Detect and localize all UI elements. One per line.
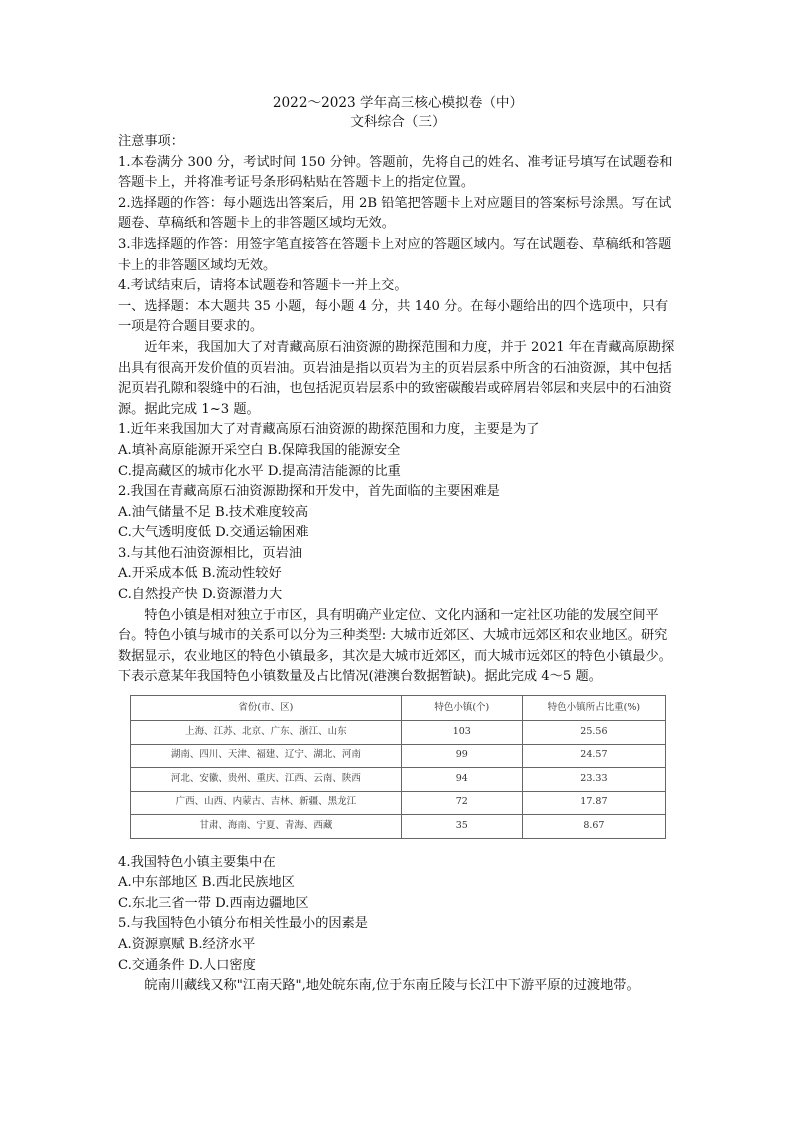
passage-featured-towns: 特色小镇是相对独立于市区，具有明确产业定位、文化内涵和一定社区功能的发展空间平台。特色小镇与城市的关系可以分为三种类型: 大城市近郊区、大城市远郊区和农业地区。研究数据显示，农业地区的特色小镇最多，其次是大城市近郊区，而大城市远郊区的特色小镇最少。下表示意某年我国特色小镇数量及占比情况(港澳台数据暂缺)。据此完成 4～5 题。 [118,607,672,685]
table-cell-province: 甘肃、海南、宁夏、青海、西藏 [131,815,402,839]
exam-title: 2022～2023 学年高三核心模拟卷（中） [272,95,524,111]
passage-wannan-road: 皖南川藏线又称"江南天路",地处皖东南,位于东南丘陵与长江中下游平原的过渡地带。 [144,978,640,994]
question-4-options-ab: A.中东部地区 B.西北民族地区 [118,875,295,891]
table-cell-share: 23.33 [522,768,665,792]
table-cell-count: 103 [401,721,522,745]
question-3-options-ab: A.开采成本低 B.流动性较好 [118,566,282,582]
table-row [131,768,666,792]
question-4: 4.我国特色小镇主要集中在 [118,854,276,870]
question-3-options-cd: C.自然投产快 D.资源潜力大 [118,587,283,603]
question-5: 5.与我国特色小镇分布相关性最小的因素是 [118,916,368,932]
notice-item-3: 3.非选择题的作答：用签字笔直接答在答题卡上对应的答题区域内。写在试题卷、草稿纸和答题卡上的非答题区域均无效。 [118,236,672,273]
question-3: 3.与其他石油资源相比，页岩油 [118,545,303,561]
table-cell-province: 河北、安徽、贵州、重庆、江西、云南、陕西 [131,768,402,792]
table-cell-count: 35 [401,815,522,839]
table-header-count: 特色小镇(个) [401,696,522,721]
table-cell-share: 8.67 [522,815,665,839]
question-2: 2.我国在青藏高原石油资源勘探和开发中，首先面临的主要困难是 [118,484,500,500]
table-cell-share: 25.56 [522,721,665,745]
table-cell-province: 广西、山西、内蒙古、吉林、新疆、黑龙江 [131,791,402,815]
question-1: 1.近年来我国加大了对青藏高原石油资源的勘探范围和力度，主要是为了 [118,422,540,438]
table-row [131,791,666,815]
table-header-share: 特色小镇所占比重(%) [522,696,665,721]
table-cell-province: 湖南、四川、天津、福建、辽宁、湖北、河南 [131,744,402,768]
section-intro: 一、选择题：本大题共 35 小题，每小题 4 分，共 140 分。在每小题给出的四个选项中，只有一项是符合题目要求的。 [118,298,669,335]
notice-heading: 注意事项： [118,134,184,149]
table-header-row [131,696,666,721]
table-cell-share: 24.57 [522,744,665,768]
featured-towns-table [130,695,666,839]
question-2-options-cd: C.大气透明度低 D.交通运输困难 [118,525,309,541]
table-cell-count: 94 [401,768,522,792]
question-2-options-ab: A.油气储量不足 B.技术难度较高 [118,504,309,520]
table-cell-share: 17.87 [522,791,665,815]
question-1-options-ab: A.填补高原能源开采空白 B.保障我国的能源安全 [118,442,401,458]
question-5-options-cd: C.交通条件 D.人口密度 [118,957,256,973]
passage-shale-oil: 近年来，我国加大了对青藏高原石油资源的勘探范围和力度，并于 2021 年在青藏高原勘探出具有很高开发价值的页岩油。页岩油是指以页岩为主的页岩层系中所含的石油资源，其中包括泥页岩孔隙和裂缝中的石油，也包括泥页岩层系中的致密碳酸岩或碎屑岩邻层和夹层中的石油资源。据此完成 1~3 题。 [118,339,675,417]
table-row [131,721,666,745]
table-header-province: 省份(市、区) [131,696,402,721]
notice-item-4: 4.考试结束后，请将本试题卷和答题卡一并上交。 [118,278,408,294]
question-4-options-cd: C.东北三省一带 D.西南边疆地区 [118,895,309,911]
exam-page [118,94,678,997]
exam-subtitle: 文科综合（三） [350,114,446,130]
table-row [131,815,666,839]
question-1-options-cd: C.提高藏区的城市化水平 D.提高清洁能源的比重 [118,463,401,479]
table-cell-count: 99 [401,744,522,768]
question-5-options-ab: A.资源禀赋 B.经济水平 [118,936,256,952]
table-cell-province: 上海、江苏、北京、广东、浙江、山东 [131,721,402,745]
notice-item-1: 1.本卷满分 300 分，考试时间 150 分钟。答题前，先将自己的姓名、准考证号填写在试题卷和答题卡上，并将准考证号条形码粘贴在答题卡上的指定位置。 [118,154,673,191]
notice-item-2: 2.选择题的作答：每小题选出答案后，用 2B 铅笔把答题卡上对应题目的答案标号涂黑。写在试题卷、草稿纸和答题卡上的非答题区域均无效。 [118,195,672,232]
table-cell-count: 72 [401,791,522,815]
table-row [131,744,666,768]
